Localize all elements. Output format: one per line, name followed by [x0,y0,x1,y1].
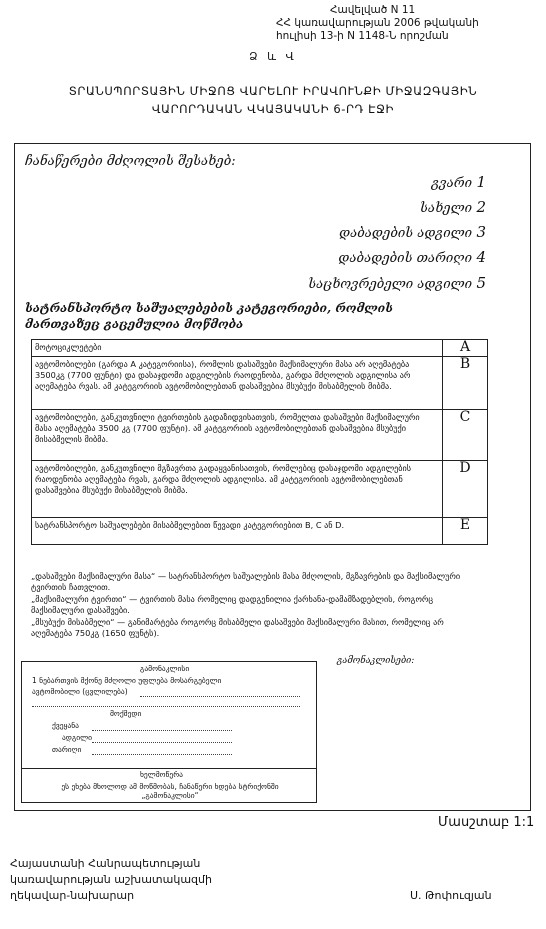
category-letter: E [443,518,488,545]
signatory-name: Ս. Թոփուզյան [410,889,492,902]
license-page-sample [14,143,531,811]
category-description: ავტომობილები, განკუთვნილი ტვირთების გადაზიდვისათვის, რომელთა დასაშვები მაქსიმალური მასა აღემატება 3500 კგ (7700 ფუნტი). ამ კატეგორიის ავტომობილებთან დასაშვებია მსუბუქი მისაბმელის მიბმა. [32,410,443,461]
appendix-government: ՀՀ կառավարության 2006 թվականի [276,17,479,29]
document-title-line2: ՎԱՐՈՐԴԱԿԱՆ ՎԿԱՅԱԿԱՆԻ 6-ՐԴ ԷՋԻ [151,102,395,116]
field-birthplace: დაბადების ადგილი [339,226,472,241]
table-row [32,357,488,410]
category-letter: B [443,357,488,410]
definition-max-mass: „დასაშვები მაქსიმალური მასა“ — სატრანსპორტო საშუალების მასა მძღოლის, მგზავრების და მაქსიმალური ტვირთის ჩათვლით. [31,571,461,592]
category-letter: D [443,461,488,518]
dotted-line [32,706,300,707]
restriction-line: ქვეყანა [52,721,79,730]
signature-org-line2: կառավարության աշխատակազմի [10,873,212,886]
form-label: Ձ և Վ [249,50,297,63]
restrictions-title: გამონაკლისი [140,664,190,673]
field-surname: გვარი [431,176,472,191]
table-row [32,518,488,545]
field-surname-number: 1 [476,173,486,191]
dotted-line [92,742,232,743]
restriction-footer: ეს ეხება მხოლოდ ამ მოწმობას, ჩანაწერი ხდება სტრიქონში „გამონაკლისი“ [61,782,279,800]
scale-label: Մասշտաբ 1:1 [438,815,535,830]
document-title-line1: ՏՐԱՆՍՊՈՐՏԱՅԻՆ ՄԻՋՈՑ ՎԱՐԵԼՈՒ ԻՐԱՎՈՒՆՔԻ ՄԻՋԱԶԳԱՅԻՆ [68,84,478,98]
dotted-line [92,730,232,731]
category-description: მოტოციკლეტები [32,340,443,357]
definitions [31,571,487,640]
restriction-line: 1 ნებართვის მქონე მძღოლი უფლება მოსარგებელი [32,676,222,685]
category-description: სატრანსპორტო საშუალებები მისაბმელებით წევადი კატეგორიებით B, C ან D. [32,518,443,545]
field-name-number: 2 [476,198,486,216]
dotted-line [140,696,300,697]
category-description: ავტომობილები (გარდა A კატეგორიისა), რომლის დასაშვები მაქსიმალური მასა არ აღემატება 3500კგ (7700 ფუნტი) და დასაჯდომი ადგილების რაოდენობა, გარდა მძღოლის ადგილისა არ აღემატება რვას. ამ კატეგორიის ავტომობილებთან დასაშვებია მსუბუქი მისაბმელის მიბმა. [32,357,443,410]
table-row [32,410,488,461]
restrictions-box [21,661,317,803]
signature-role: ղեկավար-նախարար [10,889,135,902]
appendix-decision: հուլիսի 13-ի N 1148-Ն որոշման [276,30,449,42]
category-letter: C [443,410,488,461]
table-row [32,461,488,518]
field-birthdate-number: 4 [476,248,486,266]
field-birthplace-number: 3 [476,223,486,241]
field-residence-number: 5 [476,274,486,292]
dotted-line [92,754,232,755]
signature-label: ხელმოწერა [140,770,183,779]
category-description: ავტომობილები, განკუთვნილი მგზავრთა გადაყვანისათვის, რომლებიც დასაჯდომი ადგილების რაოდენობა აღემატება რვას, გარდა მძღოლის ადგილისა. ამ კატეგორიის ავტომობილებთან დასაშვებია მსუბუქი მისაბმელის მიბმა. [32,461,443,518]
definition-max-load: „მაქსიმალური ტვირთი“ — ტვირთის მასა რომელიც დადგენილია ქარხანა-დამამზადებლის, როგორც მაქსიმალური დასაშვები. [31,594,434,615]
categories-table [31,339,488,545]
restriction-line: თარიღი [52,745,82,754]
driver-records-heading: ჩანაწერები მძღოლის შესახებ: [25,154,236,169]
restriction-line: ავტომობილი (ცვლილება) [32,687,128,696]
definition-light-trailer: „მსუბუქი მისაბმელი“ — განიმარტება როგორც მისაბმელი დასაშვები მაქსიმალური მასით, რომელიც არ აღემატება 750კგ (1650 ფუნტს). [31,617,444,638]
divider [22,768,316,769]
field-name: სახელი [420,201,472,216]
restriction-line: ადგილი [62,733,93,742]
signature-org-line1: Հայաստանի Հանրապետության [10,857,201,870]
field-residence: საცხოვრებელი ადგილი [308,277,472,292]
field-birthdate: დაბადების თარიღი [338,251,472,266]
restriction-line: მოქმედი [110,709,142,718]
category-letter: A [443,340,488,357]
exceptions-label: გამონაკლისები: [337,656,415,666]
categories-heading: სატრანსპორტო საშუალებების კატეგორიები, რომლის მართვაზეც გაცემულია მოწმობა [25,301,393,331]
appendix-number: Հավելված N 11 [330,4,416,16]
table-row [32,340,488,357]
